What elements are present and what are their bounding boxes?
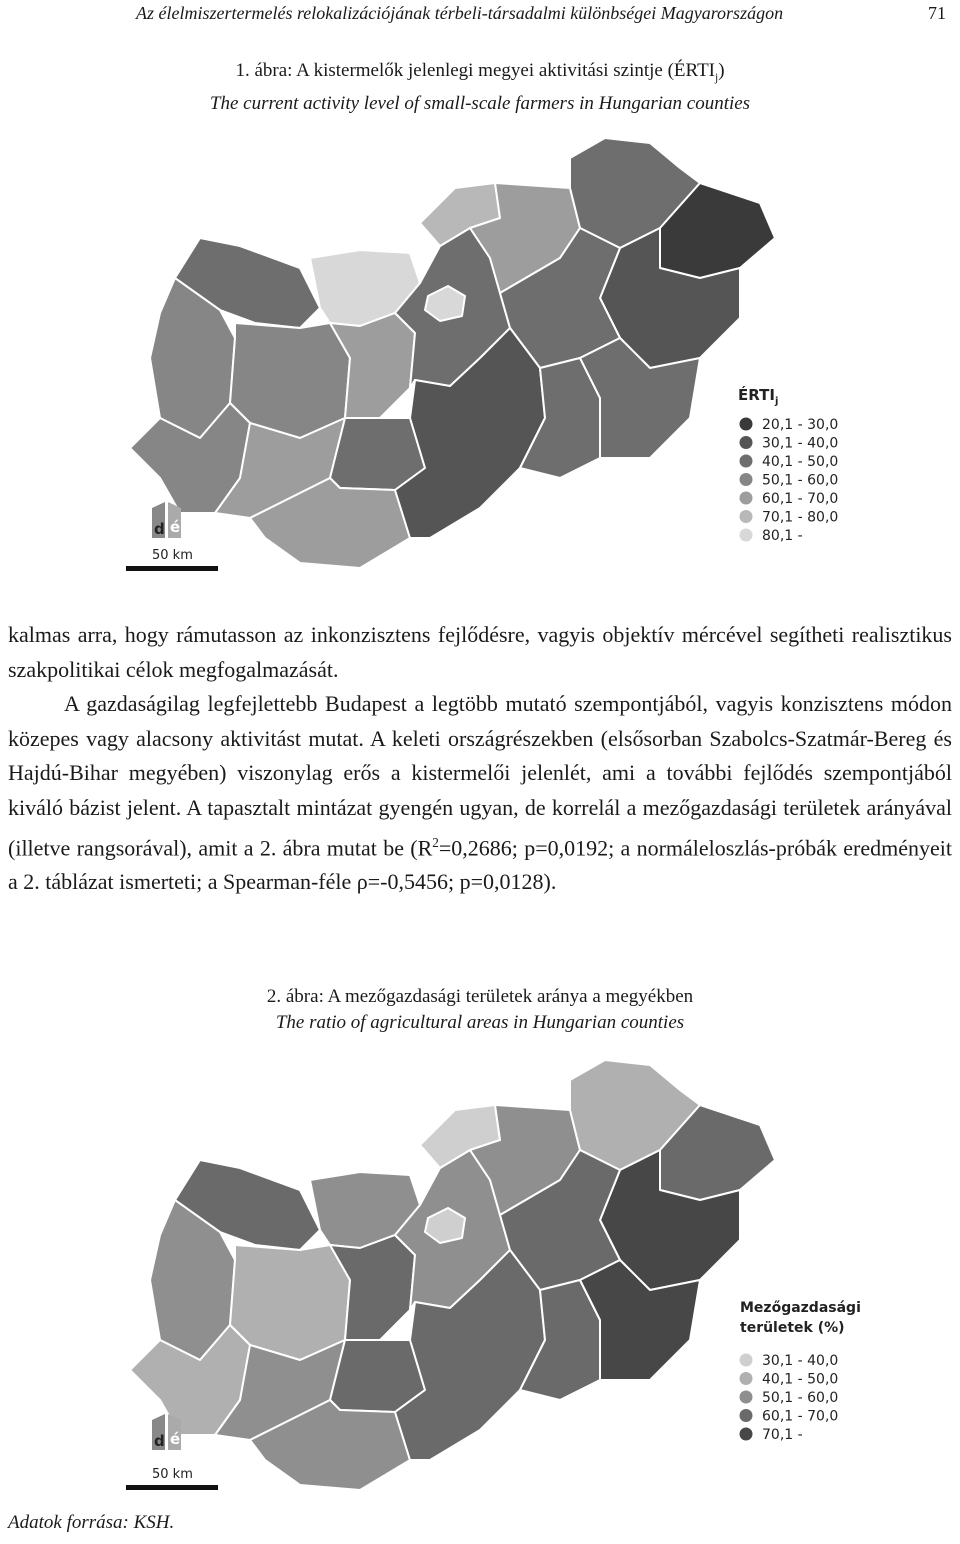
figure1-scale-label: 50 km bbox=[152, 548, 193, 563]
figure1-legend-label: 30,1 - 40,0 bbox=[762, 435, 839, 452]
figure2-logo bbox=[152, 1414, 181, 1450]
figure2-scale-bar bbox=[126, 1467, 218, 1490]
figure1-map bbox=[0, 118, 960, 588]
data-source-note: Adatok forrása: KSH. bbox=[8, 1512, 175, 1533]
figure2-legend-title-line2: területek (%) bbox=[740, 1320, 845, 1336]
figure2-caption-hu: 2. ábra: A mezőgazdasági területek aránya a megyékben bbox=[266, 986, 694, 1007]
running-header bbox=[0, 0, 960, 30]
figure1-legend-label: 40,1 - 50,0 bbox=[762, 454, 839, 470]
figure2-legend-swatch bbox=[740, 1372, 753, 1385]
figure2-legend-swatch bbox=[740, 1354, 753, 1367]
body-paragraph-1: kalmas arra, hogy rámutasson az inkonzisztens fejlődésre, vagyis objektív mércével segítheti realisztikus szakpolitikai célok megfogalmazását. bbox=[8, 622, 952, 682]
figure2-legend-label: 70,1 - bbox=[762, 1427, 803, 1443]
figure1-logo-left: d bbox=[154, 520, 165, 538]
figure2-legend bbox=[740, 1300, 861, 1443]
figure1-legend-swatch bbox=[740, 473, 753, 486]
figure1-legend-swatch bbox=[740, 455, 753, 468]
figure1-legend-label: 50,1 - 60,0 bbox=[762, 472, 839, 489]
figure1-legend-swatch bbox=[740, 492, 753, 505]
page-number: 71 bbox=[928, 3, 946, 23]
running-header-title: Az élelmiszertermelés relokalizációjának térbeli-társadalmi különbségei Magyarországon bbox=[136, 3, 784, 23]
body-paragraph-2: A gazdaságilag legfejlettebb Budapest a legtöbb mutató szempontjából, vagyis konzisztens módon közepes vagy alacsony aktivitást mutat. A keleti országrészekben (elsősorban Szabolcs-Szatmár-Bereg és Hajdú-Bihar megyében) viszonylag erős a kistermelői jelenlét, ami a további fejlődés szempontjából kiváló bázist jelent. A tapasztalt mintázat gyengén ugyan, de korrelál a mezőgazdasági területek arányával (illetve rangsorával), amit a 2. ábra mutat be ($R^2=0,2686$; p=0,0192; a normáleloszlás-próbák eredményeit a 2. táblázat ismerteti; a Spearman-féle ρ=-0,5456; p=0,0128). bbox=[8, 691, 952, 895]
figure2-legend-title-line1: Mezőgazdasági bbox=[740, 1300, 861, 1316]
figure2-logo-right: é bbox=[170, 1430, 181, 1448]
figure2-legend-label: 60,1 - 70,0 bbox=[762, 1408, 839, 1425]
figure1-caption-en: The current activity level of small-scale farmers in Hungarian counties bbox=[209, 92, 751, 114]
figure1-legend-label: 80,1 - bbox=[762, 528, 803, 544]
figure2-legend-swatch bbox=[740, 1409, 753, 1422]
figure1-legend bbox=[738, 385, 838, 544]
figure1-legend-swatch bbox=[740, 529, 753, 542]
figure1-caption-hu: 1. ábra: A kistermelők jelenlegi megyei aktivitási szintje $(ÉRTI_j)$ bbox=[235, 60, 725, 84]
figure2-legend-swatch bbox=[740, 1428, 753, 1441]
figure2-map bbox=[0, 1040, 960, 1500]
figure2-caption-en: The ratio of agricultural areas in Hungarian counties bbox=[275, 1012, 685, 1033]
figure2-legend-swatch bbox=[740, 1391, 753, 1404]
figure1-logo-right: é bbox=[170, 518, 181, 536]
figure2-legend-label: 40,1 - 50,0 bbox=[762, 1371, 839, 1388]
figure1-scale-bar bbox=[126, 548, 218, 571]
figure2-scale-label: 50 km bbox=[152, 1467, 193, 1482]
figure1-legend-label: 70,1 - 80,0 bbox=[762, 509, 839, 526]
figure1-legend-swatch bbox=[740, 510, 753, 523]
figure2-legend-label: 50,1 - 60,0 bbox=[762, 1390, 839, 1406]
figure1-counties bbox=[130, 138, 775, 568]
figure1-legend-swatch bbox=[740, 418, 753, 431]
figure1-legend-swatch bbox=[740, 436, 753, 449]
figure1-legend-title: $ÉRTI_j$ bbox=[738, 386, 779, 407]
figure2-counties bbox=[130, 1060, 775, 1490]
body-text bbox=[8, 618, 952, 900]
figure1-logo bbox=[152, 502, 181, 538]
figure2-caption bbox=[0, 984, 960, 1036]
figure1-caption bbox=[0, 58, 960, 117]
figure2-logo-left: d bbox=[154, 1432, 165, 1450]
figure2-legend-label: 30,1 - 40,0 bbox=[762, 1353, 839, 1369]
figure1-legend-label: 20,1 - 30,0 bbox=[762, 417, 839, 433]
figure1-legend-label: 60,1 - 70,0 bbox=[762, 491, 839, 507]
